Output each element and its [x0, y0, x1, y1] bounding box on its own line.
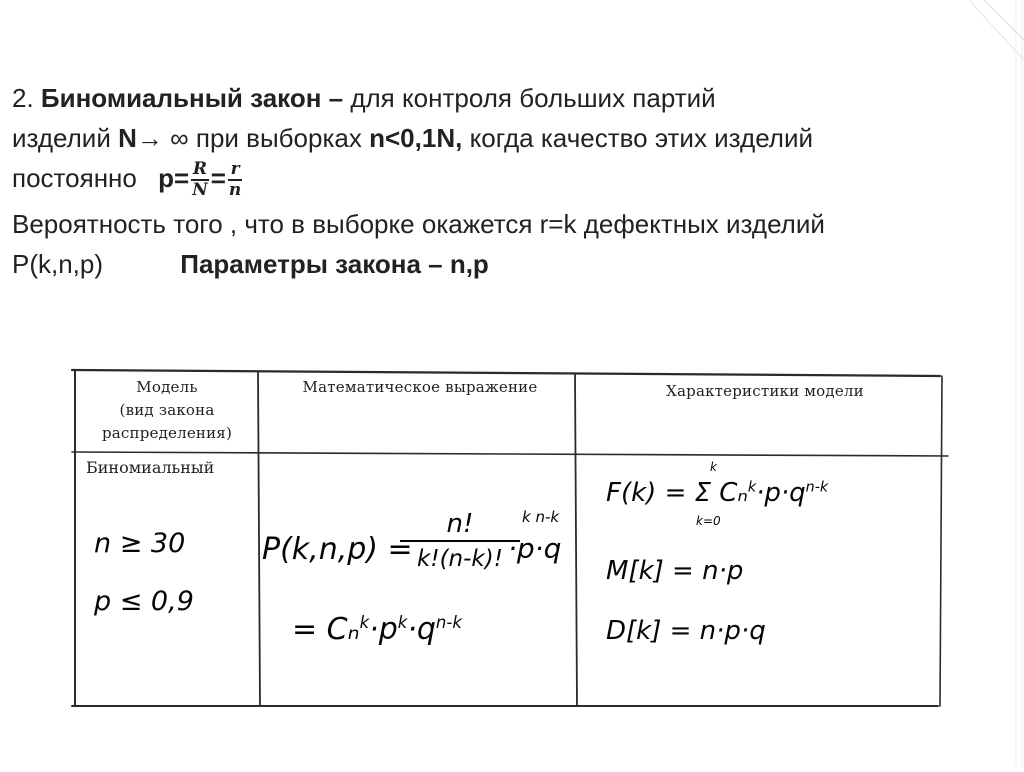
text-fragment: ∞ при выборках: [170, 123, 362, 153]
sum-upper-limit: k: [710, 460, 717, 474]
exponent: k: [359, 613, 370, 632]
header-model-line: Модель: [136, 378, 198, 396]
cdf-left: F(k) = Σ Cₙ: [606, 478, 748, 508]
slide-text: [12, 78, 1012, 284]
header-model: [82, 376, 252, 445]
header-model-line: (вид закона: [119, 401, 215, 419]
exponent: n-k: [805, 479, 829, 496]
parameters-line: [12, 244, 1012, 284]
sum-lower-limit: k=0: [696, 514, 721, 528]
formula-pmf-denominator: k!(n-k)!: [417, 546, 503, 572]
formula-variance: D[k] = n·p·q: [606, 616, 766, 646]
proportion-line: [12, 158, 1012, 204]
title-line: [12, 78, 1012, 118]
p-symbol: p=: [158, 163, 190, 193]
q-term: ·q: [407, 612, 436, 647]
text-fragment: постоянно: [12, 163, 137, 193]
formula-pmf-tail: ·p·q: [508, 532, 562, 565]
text-fragment: изделий: [12, 123, 111, 153]
exponent: k: [747, 479, 757, 496]
fraction-numerator: r: [228, 160, 242, 181]
exponent: k: [397, 613, 408, 632]
equals-sign: =: [210, 163, 226, 193]
probability-line: [12, 204, 1012, 244]
fraction-denominator: n: [228, 180, 242, 201]
binomial-table-scan: [70, 360, 950, 710]
conditions-line: [12, 118, 1012, 158]
section-number: 2.: [12, 83, 34, 113]
header-model-line: распределения): [101, 424, 233, 442]
probability-text: Вероятность того , что в выборке окажется r=k дефектных изделий: [12, 209, 825, 239]
fraction-r-n: [228, 160, 242, 200]
condition-n: n ≥ 30: [94, 528, 186, 559]
condition-p: p ≤ 0,9: [94, 586, 194, 617]
formula-pmf-numerator: n!: [400, 508, 520, 542]
text-fragment: когда качество этих изделий: [469, 123, 814, 153]
fraction-numerator: R: [192, 159, 208, 180]
cdf-tail: ·p·q: [756, 478, 806, 508]
header-math: Математическое выражение: [302, 378, 538, 396]
exponent: n-k: [435, 613, 462, 632]
sample-condition: n<0,1N,: [369, 123, 463, 153]
combination-symbol: = Cₙ: [292, 612, 360, 647]
formula-combination: [292, 612, 462, 647]
p-term: ·p: [369, 612, 398, 647]
formula-cdf: [606, 478, 828, 508]
law-purpose: для контроля больших партий: [350, 83, 716, 113]
probability-function: P(k,n,p): [12, 249, 104, 279]
lot-size: N→: [118, 123, 163, 153]
fraction-R-N: [191, 160, 209, 200]
model-name: Биномиальный: [86, 458, 215, 477]
law-parameters: Параметры закона – n,p: [180, 249, 489, 279]
header-characteristics: Характеристики модели: [666, 382, 864, 400]
law-title: Биномиальный закон –: [40, 83, 344, 113]
formula-pmf-left: P(k,n,p) =: [262, 532, 413, 567]
fraction-denominator: N: [192, 180, 208, 201]
formula-mean: M[k] = n·p: [606, 556, 744, 586]
formula-pmf-exponents: k n-k: [522, 508, 560, 526]
